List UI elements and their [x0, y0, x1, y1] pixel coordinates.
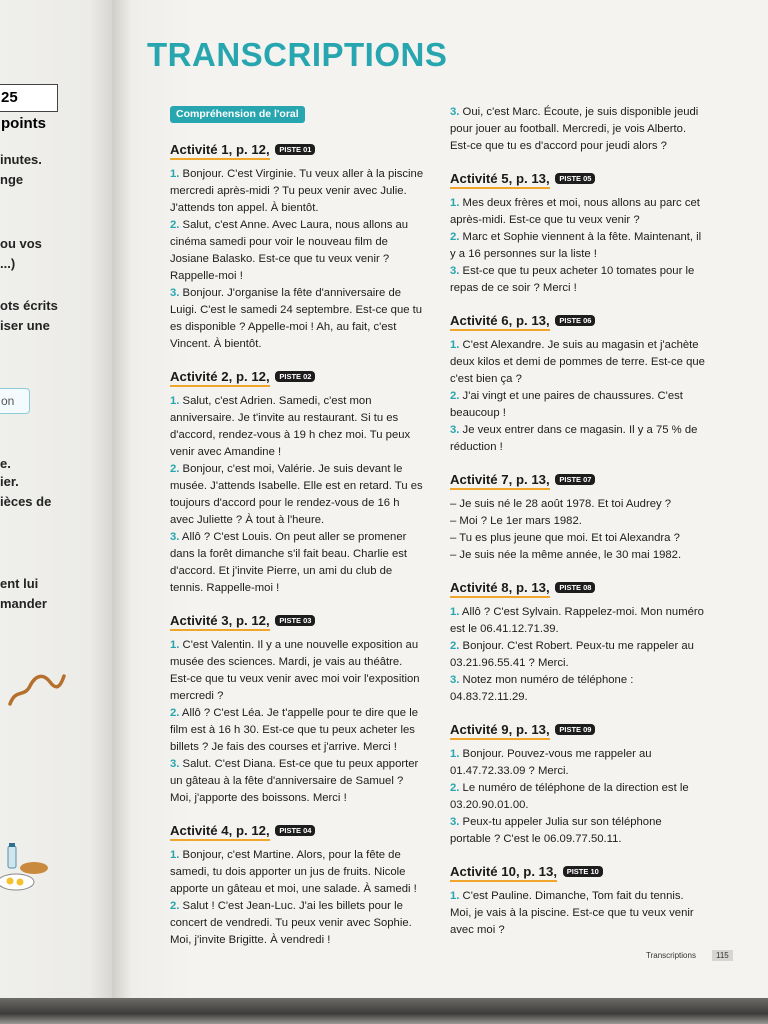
item-text: Salut, c'est Adrien. Samedi, c'est mon anniversaire. Je t'invite au restaurant. Si tu es d'accord, rendez-vous à 19 h chez moi. Tu peux venir avec Amandine !: [170, 395, 411, 458]
activity-heading: [170, 369, 425, 384]
item-number: 1.: [170, 395, 180, 407]
item-number: 1.: [170, 849, 180, 861]
page-number: 115: [712, 950, 733, 961]
activity-3: [170, 613, 425, 807]
activity-2: [170, 369, 425, 597]
activity-title: Activité 2, p. 12,: [170, 369, 270, 387]
item-text: Bonjour, c'est moi, Valérie. Je suis devant le musée. J'attends Isabelle. Elle est en retard. Tu es toujours d'accord pour le rendez-vous de 16 h avec Juliette ? À tout à l'heure.: [170, 463, 423, 526]
footer-label: Transcriptions: [646, 951, 696, 960]
page-title: TRANSCRIPTIONS: [147, 36, 448, 73]
piste-badge: PISTE 10: [563, 866, 603, 877]
item-text: Bonjour. C'est Virginie. Tu veux aller à la piscine mercredi après-midi ? Tu peux venir avec Julie. J'attends ton appel. À bientôt.: [170, 168, 424, 214]
left-fragment: ièces de: [0, 494, 52, 509]
activity-heading: [170, 823, 425, 838]
item-text: Salut ! C'est Jean-Luc. J'ai les billets pour le concert de vendredi. Tu peux venir avec Sophie. Moi, j'invite Brigitte. À vendredi !: [170, 900, 412, 946]
item-text: Salut, c'est Anne. Avec Laura, nous allons au cinéma samedi pour voir le nouveau film de Josiane Balasko. Est-ce que tu veux venir ? Rappelle-moi !: [170, 219, 409, 282]
transcript-line: [450, 672, 705, 706]
picnic-illustration: [0, 842, 50, 898]
item-number: 1.: [450, 606, 460, 618]
item-number: 3.: [170, 531, 180, 543]
activity-title: Activité 3, p. 12,: [170, 613, 270, 631]
item-number: 3.: [450, 265, 460, 277]
transcript-line: [170, 898, 425, 949]
activity-heading: [450, 580, 705, 595]
activity-4: [170, 823, 425, 949]
item-text: Est-ce que tu peux acheter 10 tomates pour le repas de ce soir ? Merci !: [450, 265, 695, 294]
item-text: Oui, c'est Marc. Écoute, je suis disponible jeudi pour jouer au football. Mercredi, je vois Alberto. Est-ce que tu es d'accord pour jeudi alors ?: [450, 106, 699, 152]
item-text: Marc et Sophie viennent à la fête. Maintenant, il y a 16 personnes sur la liste !: [450, 231, 702, 260]
item-number: 2.: [170, 900, 180, 912]
item-number: 3.: [450, 424, 460, 436]
left-fragment: ...): [0, 256, 16, 271]
activity-6: [450, 313, 705, 456]
left-fragment: iser une: [0, 318, 50, 333]
left-fragment: ots écrits: [0, 298, 58, 313]
section-label: Compréhension de l'oral: [170, 106, 305, 123]
item-text: Le numéro de téléphone de la direction est le 03.20.90.01.00.: [450, 782, 689, 811]
item-text: Bonjour, c'est Martine. Alors, pour la fête de samedi, tu dois apporter un jus de fruits. Nicole apporte un gâteau et moi, une salade. À samedi !: [170, 849, 417, 895]
scanner-edge: [0, 998, 768, 1024]
item-number: 2.: [170, 707, 180, 719]
activity-1: [170, 142, 425, 353]
item-number: 3.: [450, 106, 460, 118]
item-text: Allô ? C'est Léa. Je t'appelle pour te dire que le film est à 16 h 30. Est-ce que tu peux acheter les billets ? Je fais des courses et j'arrive. Merci !: [170, 707, 418, 753]
activity-title: Activité 5, p. 13,: [450, 171, 550, 189]
transcript-line: [450, 388, 705, 422]
item-number: 1.: [450, 197, 460, 209]
activity-heading: [450, 722, 705, 737]
item-number: 2.: [170, 219, 180, 231]
activity-4-continued: [450, 104, 705, 155]
dialogue-line: – Je suis né le 28 août 1978. Et toi Audrey ?: [450, 498, 672, 510]
points-box: 25 points: [0, 84, 58, 112]
item-number: 1.: [450, 339, 460, 351]
left-fragment: ou vos: [0, 236, 42, 251]
piste-badge: PISTE 08: [555, 582, 595, 593]
left-fragment: ier.: [0, 474, 19, 489]
transcript-line: [170, 461, 425, 529]
piste-badge: PISTE 02: [275, 371, 315, 382]
dialogue-line: – Moi ? Le 1er mars 1982.: [450, 515, 582, 527]
item-number: 1.: [450, 890, 460, 902]
left-fragment: e.: [0, 456, 11, 471]
transcript-line: [450, 104, 705, 155]
left-fragment: mander: [0, 596, 47, 611]
item-text: Mes deux frères et moi, nous allons au parc cet après-midi. Est-ce que tu veux venir ?: [450, 197, 700, 226]
activity-heading: [170, 613, 425, 628]
transcript-line: [170, 705, 425, 756]
activity-10: [450, 864, 705, 939]
transcript-line: [170, 847, 425, 898]
activity-5: [450, 171, 705, 297]
activity-title: Activité 8, p. 13,: [450, 580, 550, 598]
item-text: Bonjour. J'organise la fête d'anniversaire de Luigi. C'est le samedi 24 septembre. Est-ce que tu es disponible ? Appelle-moi ! Ah, au fait, c'est Vincent. À bientôt.: [170, 287, 423, 350]
item-number: 3.: [450, 816, 460, 828]
transcript-line: [170, 217, 425, 285]
left-fragment: inutes.: [0, 152, 42, 167]
activity-title: Activité 7, p. 13,: [450, 472, 550, 490]
item-number: 3.: [450, 674, 460, 686]
item-number: 2.: [170, 463, 180, 475]
transcript-line: [170, 285, 425, 353]
item-number: 2.: [450, 231, 460, 243]
worm-illustration: [6, 668, 66, 708]
transcript-line: [170, 637, 425, 705]
item-text: Bonjour. C'est Robert. Peux-tu me rappeler au 03.21.96.55.41 ? Merci.: [450, 640, 694, 669]
activity-7: [450, 472, 705, 564]
transcript-line: [450, 422, 705, 456]
item-number: 1.: [450, 748, 460, 760]
transcript-line: [170, 393, 425, 461]
item-text: Salut. C'est Diana. Est-ce que tu peux apporter un gâteau à la fête d'anniversaire de Samuel ? Moi, j'apporte des boissons. Merci !: [170, 758, 419, 804]
activity-heading: [450, 313, 705, 328]
activity-title: Activité 10, p. 13,: [450, 864, 557, 882]
item-text: Bonjour. Pouvez-vous me rappeler au 01.47.72.33.09 ? Merci.: [450, 748, 652, 777]
item-text: Je veux entrer dans ce magasin. Il y a 75 % de réduction !: [450, 424, 698, 453]
item-number: 2.: [450, 390, 460, 402]
transcript-line: [450, 746, 705, 780]
item-number: 3.: [170, 287, 180, 299]
activity-9: [450, 722, 705, 848]
dialogue-line: – Tu es plus jeune que moi. Et toi Alexandra ?: [450, 532, 680, 544]
piste-badge: PISTE 01: [275, 144, 315, 155]
item-text: C'est Alexandre. Je suis au magasin et j'achète deux kilos et demi de pommes de terre. Est-ce que c'est bien ça ?: [450, 339, 705, 385]
activity-title: Activité 4, p. 12,: [170, 823, 270, 841]
left-label-box: on: [0, 388, 30, 414]
transcript-line: [450, 814, 705, 848]
transcript-line: [170, 529, 425, 597]
activity-heading: [450, 864, 705, 879]
item-number: 1.: [170, 639, 180, 651]
transcript-line: [450, 780, 705, 814]
transcript-line: [450, 604, 705, 638]
piste-badge: PISTE 07: [555, 474, 595, 485]
item-text: Peux-tu appeler Julia sur son téléphone portable ? C'est le 06.09.77.50.11.: [450, 816, 662, 845]
item-number: 2.: [450, 640, 460, 652]
piste-badge: PISTE 09: [555, 724, 595, 735]
activity-title: Activité 6, p. 13,: [450, 313, 550, 331]
activity-8: [450, 580, 705, 706]
column-left: [170, 104, 425, 965]
activity-heading: [450, 472, 705, 487]
item-text: Notez mon numéro de téléphone : 04.83.72.11.29.: [450, 674, 634, 703]
transcript-line: [450, 195, 705, 229]
item-number: 3.: [170, 758, 180, 770]
activity-heading: [450, 171, 705, 186]
activity-title: Activité 1, p. 12,: [170, 142, 270, 160]
item-text: C'est Valentin. Il y a une nouvelle exposition au musée des sciences. Mardi, je vais au théâtre. Est-ce que tu veux venir avec moi voir l'exposition mercredi ?: [170, 639, 420, 702]
activity-heading: [170, 142, 425, 157]
piste-badge: PISTE 04: [275, 825, 315, 836]
left-facing-page: [0, 0, 128, 1000]
piste-badge: PISTE 06: [555, 315, 595, 326]
transcript-line: [450, 638, 705, 672]
piste-badge: PISTE 05: [555, 173, 595, 184]
transcript-line: [170, 756, 425, 807]
item-text: Allô ? C'est Louis. On peut aller se promener dans la forêt dimanche s'il fait beau. Charlie est d'accord. Et j'invite Pierre, un ami du club de tennis. Rappelle-moi !: [170, 531, 408, 594]
transcript-line: [450, 229, 705, 263]
item-text: C'est Pauline. Dimanche, Tom fait du tennis. Moi, je vais à la piscine. Est-ce que tu veux venir avec moi ?: [450, 890, 694, 936]
transcript-line: [450, 263, 705, 297]
left-fragment: nge: [0, 172, 24, 187]
column-right: [450, 104, 705, 955]
transcript-line: [170, 166, 425, 217]
piste-badge: PISTE 03: [275, 615, 315, 626]
transcript-line: [450, 337, 705, 388]
item-number: 2.: [450, 782, 460, 794]
item-text: Allô ? C'est Sylvain. Rappelez-moi. Mon numéro est le 06.41.12.71.39.: [450, 606, 704, 635]
item-text: J'ai vingt et une paires de chaussures. C'est beaucoup !: [450, 390, 683, 419]
transcript-line: [450, 888, 705, 939]
activity-title: Activité 9, p. 13,: [450, 722, 550, 740]
dialogue-line: – Je suis née la même année, le 30 mai 1982.: [450, 549, 682, 561]
left-fragment: ent lui: [0, 576, 39, 591]
item-number: 1.: [170, 168, 180, 180]
